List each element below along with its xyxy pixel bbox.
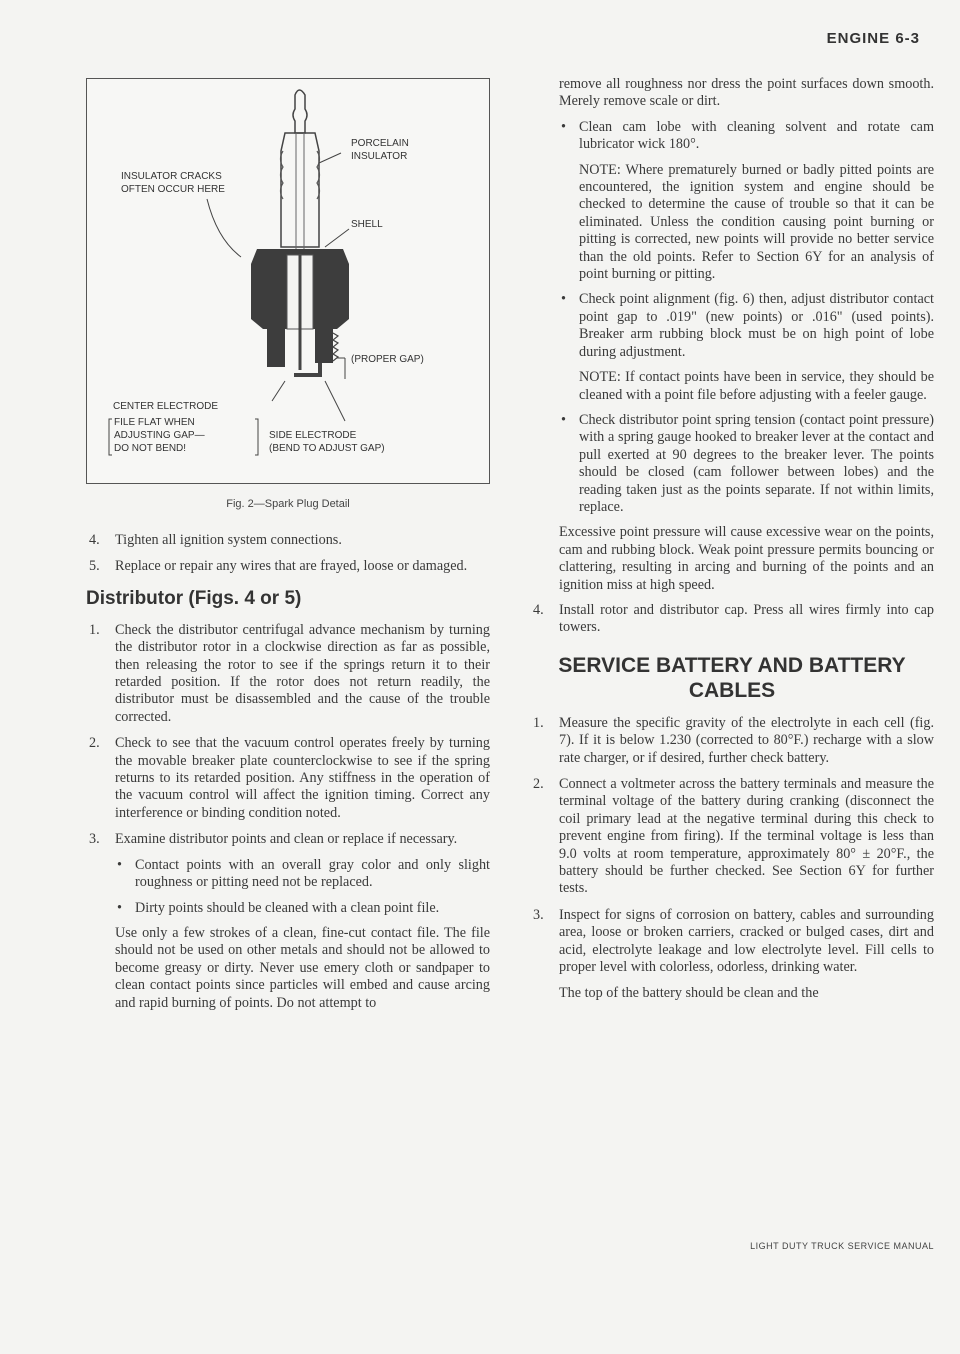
excessive-pressure-paragraph: Excessive point pressure will cause excessive wear on the points, cam and rubbing block. Weak point pressure permits bouncing or clattering, resulting in arcing and burning of the points and an ignition miss at high speed. (559, 524, 934, 593)
right-bullets-1 (559, 119, 934, 154)
label-file-line3: DO NOT BEND! (114, 443, 187, 454)
label-shell: SHELL (351, 219, 383, 230)
label-proper-gap: (PROPER GAP) (351, 354, 424, 365)
header-section: ENGINE (826, 30, 891, 47)
label-insulator: INSULATOR (351, 151, 408, 162)
label-cracks-line2: OFTEN OCCUR HERE (121, 184, 225, 195)
label-file-line1: FILE FLAT WHEN (114, 417, 195, 428)
list-item: 5. Replace or repair any wires that are frayed, loose or damaged. (89, 558, 468, 575)
label-side-electrode-line2: (BEND TO ADJUST GAP) (269, 443, 385, 454)
list-item: 4. Tighten all ignition system connections. (89, 532, 342, 548)
header-page: 6-3 (895, 30, 920, 47)
list-item: 3. Inspect for signs of corrosion on battery, cables and surrounding area, loose or broken carriers, cracked or bulged cases, dirt and acid, electrolyte leakage and low electrolyte level. Fill cells to proper level with colorless, odorless, drinking water. (533, 906, 934, 976)
list-item: 2. Check to see that the vacuum control operates freely by turning the movable breaker plate counterclockwise to see if the spring returns to its retarded position. Any stiffness in the operation of the vacuum control will affect the ignition timing. Correct any interference or binding condition noted. (89, 735, 490, 821)
right-column (530, 76, 934, 1003)
list-item: 1. Measure the specific gravity of the electrolyte in each cell (fig. 7). If it is below 1.230 (corrected to 80°F.) recharge with a slow rate charger, or if desired, further check battery. (533, 714, 934, 766)
figure-caption: Fig. 2—Spark Plug Detail (226, 498, 350, 510)
bullet-item: • Dirty points should be cleaned with a clean point file. (117, 899, 440, 916)
list-item: 1. Check the distributor centrifugal advance mechanism by turning the distributor rotor in a clockwise direction as far as possible, then releasing the rotor to see if the springs return it to their retarded position. If the rotor does not return readily, the distributor must be disassembled and the cause of the trouble corrected. (89, 621, 490, 725)
list-item: 4. Install rotor and distributor cap. Press all wires firmly into cap towers. (533, 601, 934, 636)
spark-plug-diagram (87, 79, 489, 483)
spark-plug-figure (86, 78, 490, 484)
battery-top-paragraph: The top of the battery should be clean and the (559, 985, 819, 1002)
note-paragraph: NOTE: Where prematurely burned or badly pitted points are encountered, the ignition system and engine should be checked to determine the cause of trouble so that it can be eliminated. Unless the condition causing point burning or pitting is corrected, new points will provide no better service than the old points. Refer to Section 6Y for an analysis of point burning or pitting. (579, 161, 934, 283)
bullet-item: • Check distributor point spring tension (contact point pressure) with a spring gauge hooked to breaker lever at the contact and pull exerted at 90 degrees to the breaker lever. The points should be closed (cam follower between lobes) and the reading taken just as the points separate. If not within limits, replace. (561, 411, 934, 515)
bullet-item: • Check point alignment (fig. 6) then, adjust distributor contact point gap to .019" (new points) or .016" (used points). Breaker arm rubbing block must be on high point of lobe during adjustment. (561, 291, 934, 360)
page-footer: LIGHT DUTY TRUCK SERVICE MANUAL (750, 1241, 934, 1251)
label-file-line2: ADJUSTING GAP— (114, 430, 205, 441)
points-bullets (115, 857, 490, 917)
steps-top-list (86, 532, 490, 576)
left-column (86, 78, 490, 1021)
label-center-electrode: CENTER ELECTRODE (113, 401, 219, 412)
use-only-paragraph: Use only a few strokes of a clean, fine-cut contact file. The file should not be used on other metals and should not be allowed to become greasy or dirty. Never use emery cloth or sandpaper to clean contact points since particles will embed and cause arcing and rapid burning of points. Do not attempt to (115, 924, 490, 1011)
list-item: 2. Connect a voltmeter across the battery terminals and measure the terminal voltage of the battery during cranking (disconnect the coil primary lead at the negative terminal during this check to prevent engine from firing). If the terminal voltage is less than 9.0 volts at room temperature, approximately 80° ± 20°F., the battery should be further checked. See Section 6Y for further tests. (533, 776, 934, 897)
right-bullets-3 (559, 412, 934, 516)
right-step-4 (530, 602, 934, 637)
distributor-steps-list (86, 622, 490, 1012)
bullet-item: • Clean cam lobe with cleaning solvent and rotate cam lubricator wick 180°. (561, 118, 934, 153)
battery-heading: SERVICE BATTERY AND BATTERY CABLES (558, 653, 906, 702)
battery-steps-list (530, 715, 934, 977)
bullet-item: • Contact points with an overall gray color and only slight roughness or pitting need not be replaced. (117, 856, 490, 891)
label-cracks-line1: INSULATOR CRACKS (121, 171, 222, 182)
page-header (827, 30, 920, 47)
continuation-paragraph: remove all roughness nor dress the point surfaces down smooth. Merely remove scale or dirt. (559, 76, 934, 110)
list-item: 3. Examine distributor points and clean or replace if necessary. • Contact points with an overall gray color and only slight roughness or pitting need not be replaced. • Dirty points should be cleaned with a clean point file. Use only a few strokes of a clean, fine-cut contact file. The file should not be used on other metals and should not be allowed to become greasy or dirty. Never use emery cloth or sandpaper to clean contact points since particles will embed and cause arcing and rapid burning of points. Do not attempt to (89, 831, 490, 1011)
label-porcelain: PORCELAIN (351, 138, 409, 149)
label-side-electrode-line1: SIDE ELECTRODE (269, 430, 357, 441)
note-paragraph: NOTE: If contact points have been in service, they should be cleaned with a point file before adjusting with a feeler gauge. (579, 369, 934, 403)
distributor-heading: Distributor (Figs. 4 or 5) (86, 587, 302, 609)
right-bullets-2 (559, 291, 934, 361)
